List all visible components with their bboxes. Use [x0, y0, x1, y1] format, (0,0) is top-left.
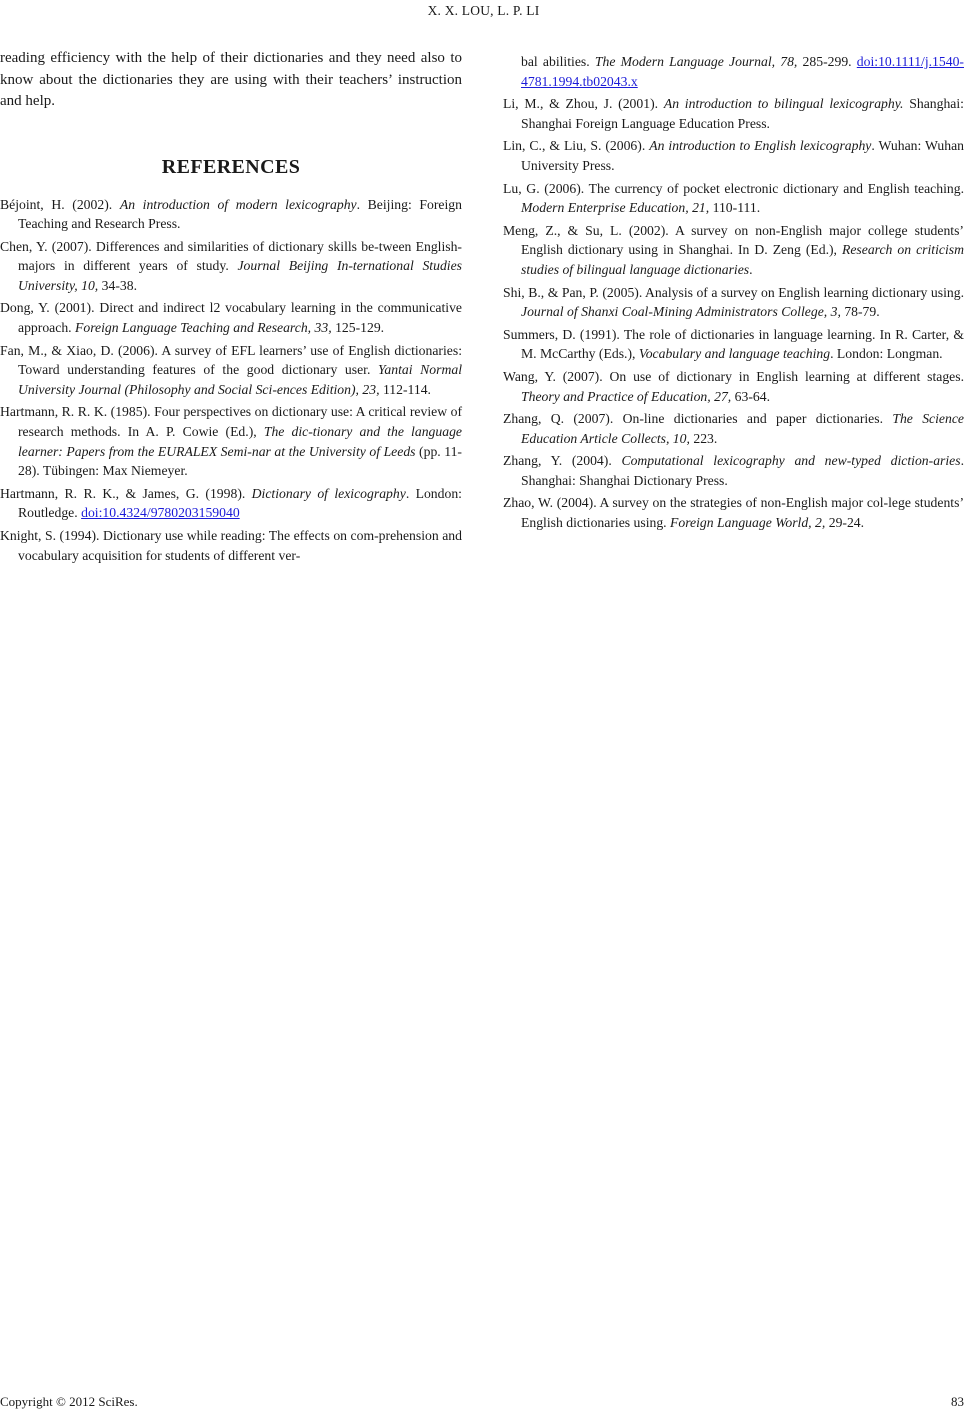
reference-entry [503, 451, 964, 490]
reference-source-title: The dic-tionary and the language learner: Papers from the EURALEX Semi-nar at the University of Leeds [18, 424, 463, 459]
reference-entry [0, 195, 462, 234]
doi-link[interactable]: doi:10.1111/j.1540-4781.1994.tb02043.x [521, 54, 964, 89]
reference-text: Meng, Z., & Su, L. (2002). A survey on non-English major college students’ English dictionary using in Shanghai. In D. Zeng (Ed.), [503, 222, 964, 258]
reference-text: Zhao, W. (2004). A survey on the strategies of non-English major col-lege students’ English dictionaries using. [503, 495, 964, 531]
reference-list-right [503, 52, 964, 533]
reference-details: Shanghai: Shanghai Foreign Language Education Press. [521, 96, 964, 131]
reference-source-title: Research on criticism studies of bilingual language dictionaries [521, 242, 964, 277]
reference-source-title: An introduction to bilingual lexicography. [663, 96, 904, 112]
intro-paragraph: reading efficiency with the help of their dictionaries and they need also to know about the dictionaries they are using with their teachers’ instruction and help. [0, 50, 462, 109]
reference-details: . Beijing: Foreign Teaching and Research Press. [18, 196, 462, 232]
reference-details: 285-299. [797, 54, 857, 69]
reference-source-title: Journal of Shanxi Coal-Mining Administrators College, 3, [521, 304, 841, 320]
reference-text: Chen, Y. (2007). Differences and similarities of dictionary skills be-tween English-majors in different years of study. [0, 238, 462, 274]
reference-entry [0, 402, 462, 480]
reference-text: Summers, D. (1991). The role of dictionaries in language learning. In R. Carter, & M. McCarthy (Eds.), [503, 326, 964, 362]
reference-details: 78-79. [840, 304, 880, 320]
reference-entry [0, 484, 462, 523]
reference-text: Hartmann, R. R. K. (1985). Four perspectives on dictionary use: A critical review of research methods. In A. P. Cowie (Ed.), [0, 404, 462, 440]
reference-source-title: An introduction to English lexicography [649, 138, 872, 154]
reference-source-title: Theory and Practice of Education, 27, [521, 388, 732, 404]
reference-source-title: Vocabulary and language teaching [638, 346, 831, 362]
reference-text: Knight, S. (1994). Dictionary use while reading: The effects on com-prehension and vocabulary acquisition for students of different ver- [0, 528, 462, 563]
reference-entry [503, 283, 964, 322]
reference-text: Lin, C., & Liu, S. (2006). [503, 138, 650, 154]
reference-details: (pp. 11-28). Tübingen: Max Niemeyer. [18, 443, 462, 479]
page-number: 83 [951, 1394, 964, 1409]
reference-details: 112-114. [379, 381, 431, 397]
copyright-notice: Copyright © 2012 SciRes. [0, 1394, 138, 1409]
reference-details: 34-38. [98, 277, 137, 293]
reference-text: Li, M., & Zhou, J. (2001). [503, 96, 664, 112]
reference-details: 125-129. [331, 320, 385, 336]
reference-source-title: Yantai Normal University Journal (Philosophy and Social Sci-ences Edition), 23, [18, 362, 462, 397]
reference-text: bal abilities. [521, 54, 595, 69]
reference-source-title: Foreign Language World, 2, [670, 515, 826, 531]
reference-text: Hartmann, R. R. K., & James, G. (1998). [0, 485, 252, 501]
running-head: X. X. LOU, L. P. LI [427, 3, 540, 18]
reference-text: Béjoint, H. (2002). [0, 196, 120, 212]
reference-entry [0, 237, 462, 296]
reference-entry [503, 325, 964, 364]
reference-entry [503, 367, 964, 406]
reference-source-title: Computational lexicography and new-typed diction-aries [621, 453, 961, 469]
reference-details: . [749, 261, 753, 277]
reference-source-title: Foreign Language Teaching and Research, 33, [75, 320, 332, 336]
reference-text: Zhang, Q. (2007). On-line dictionaries and paper dictionaries. [503, 411, 893, 427]
right-column [503, 52, 964, 536]
reference-text: Dong, Y. (2001). Direct and indirect l2 vocabulary learning in the communicative approach. [0, 300, 462, 336]
reference-source-title: An introduction of modern lexicography [119, 196, 357, 212]
reference-text: Lu, G. (2006). The currency of pocket electronic dictionary and English teaching. [503, 180, 964, 196]
reference-text: Shi, B., & Pan, P. (2005). Analysis of a survey on English learning dictionary using. [503, 284, 964, 300]
reference-details: . Wuhan: Wuhan University Press. [521, 138, 964, 173]
reference-entry [503, 136, 964, 175]
reference-details: 223. [689, 430, 718, 446]
reference-details: 29-24. [825, 515, 865, 531]
reference-source-title: Modern Enterprise Education, 21, [521, 200, 710, 216]
reference-entry [503, 221, 964, 280]
reference-text: Fan, M., & Xiao, D. (2006). A survey of EFL learners’ use of English dictionaries: Toward understanding features of the good dictionary user. [0, 342, 462, 378]
reference-details: . London: Longman. [830, 346, 943, 362]
reference-source-title: Dictionary of lexicography [251, 485, 406, 501]
references-heading: REFERENCES [161, 155, 301, 178]
reference-details: 110-111. [709, 200, 761, 216]
reference-source-title: Journal Beijing In-ternational Studies University, 10, [18, 258, 462, 293]
reference-entry [0, 341, 462, 400]
reference-source-title: The Modern Language Journal, 78, [594, 54, 798, 69]
reference-text: Wang, Y. (2007). On use of dictionary in English learning at different stages. [503, 368, 964, 384]
reference-entry [0, 298, 462, 337]
reference-details: . Shanghai: Shanghai Dictionary Press. [521, 453, 964, 488]
reference-entry [503, 493, 964, 532]
reference-source-title: The Science Education Article Collects, 10, [521, 411, 964, 446]
reference-details: . London: Routledge. [18, 485, 462, 521]
reference-entry [503, 52, 964, 91]
reference-entry [503, 409, 964, 448]
reference-details: 63-64. [731, 388, 770, 404]
reference-entry [0, 526, 462, 565]
reference-text: Zhang, Y. (2004). [503, 453, 622, 469]
left-column [0, 48, 462, 568]
reference-entry [503, 179, 964, 218]
reference-entry [503, 94, 964, 133]
reference-list-left [0, 195, 462, 566]
doi-link[interactable]: doi:10.4324/9780203159040 [81, 505, 240, 521]
